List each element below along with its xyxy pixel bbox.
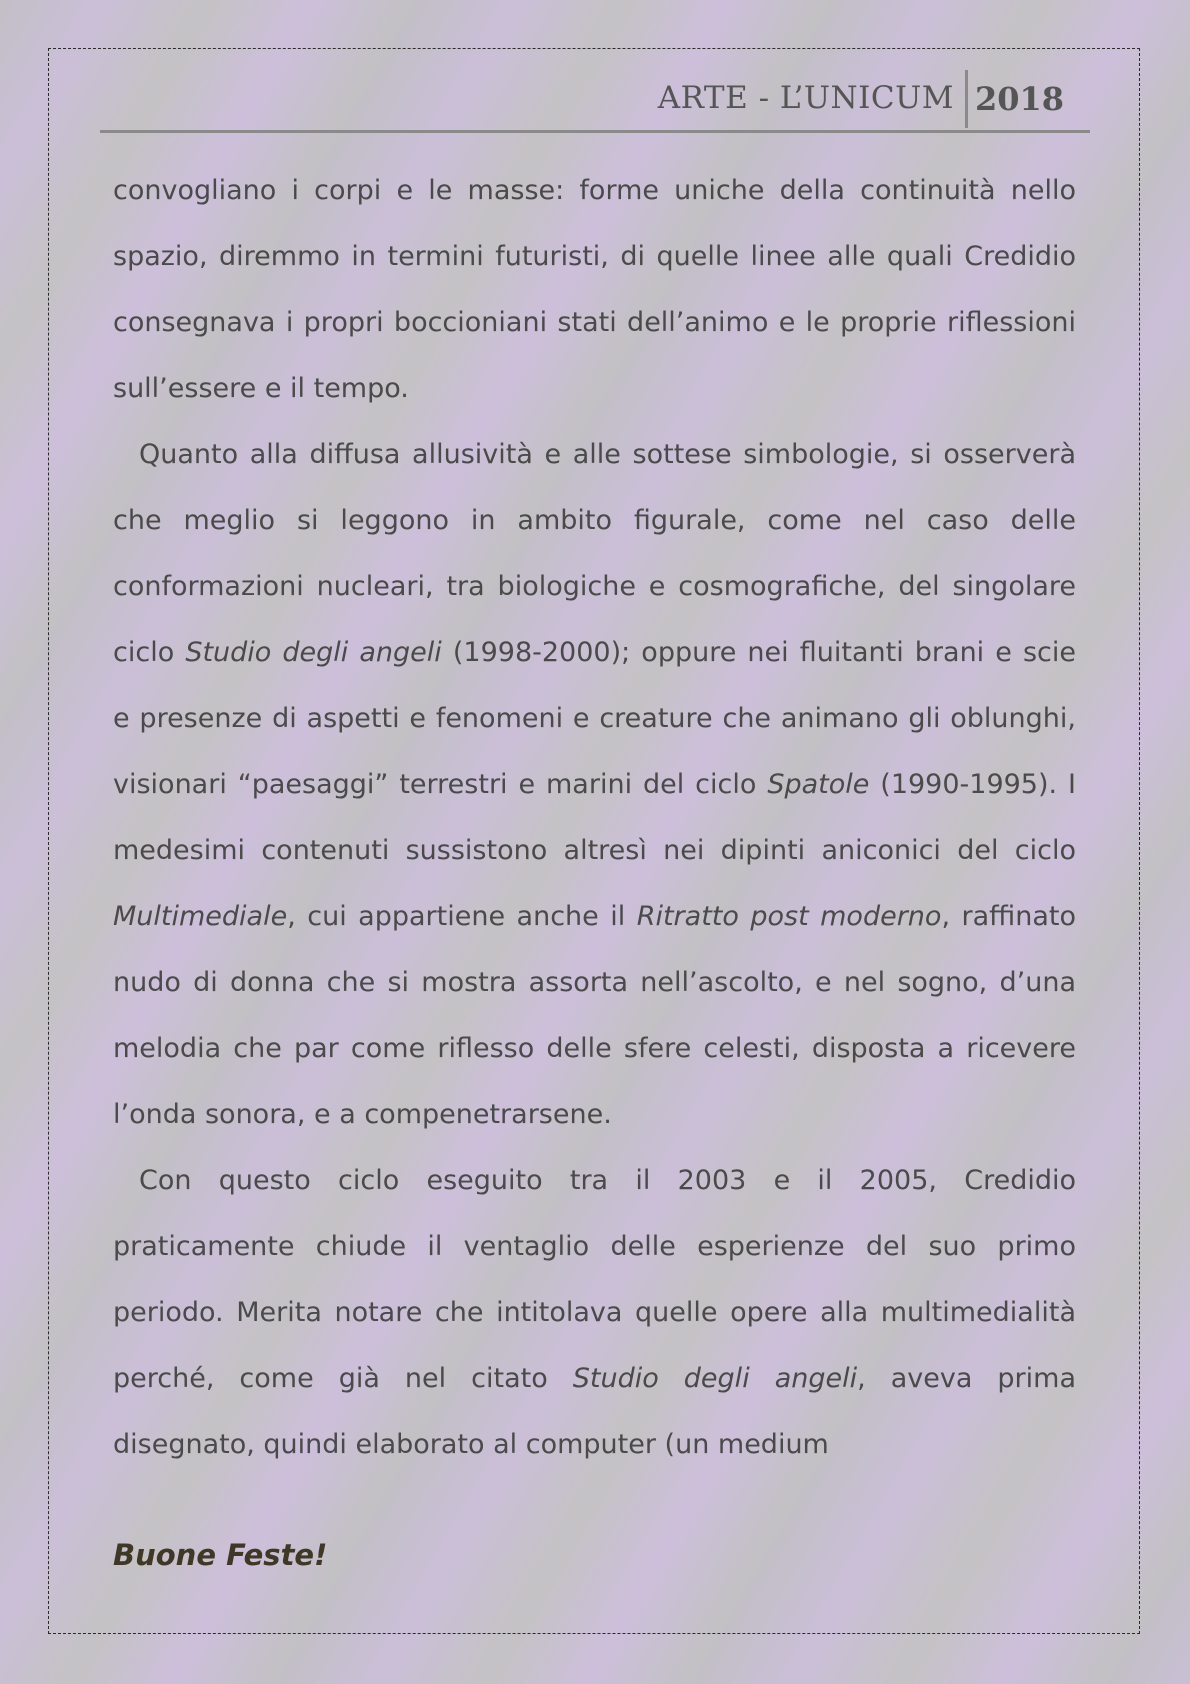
page-header: [100, 70, 1090, 133]
text-run: convogliano i corpi e le masse: forme uniche della continuità nello spazio, diremmo in termini futuristi, di quelle linee alle quali Credidio consegnava i propri boccioniani stati dell’animo e le proprie riflessioni sull’essere e il tempo.: [113, 175, 1076, 404]
paragraph: [113, 158, 1076, 422]
italic-title: Ritratto post moderno: [636, 901, 942, 932]
article-body: [113, 158, 1076, 1478]
header-year: 2018: [974, 80, 1064, 118]
header-separator: [965, 70, 968, 128]
paragraph: [113, 1148, 1076, 1478]
text-run: , cui appartiene anche il: [287, 901, 637, 932]
text-run: Con questo ciclo eseguito tra il 2003 e il 2005, Credidio praticamente chiude il ventaglio delle esperienze del suo primo periodo. Merita notare che intitolava quelle opere alla multimedialità perché, come già nel citato: [113, 1165, 1076, 1394]
text-run: Quanto alla diffusa allusività e alle sottese simbologie, si osserverà che meglio si leggono in ambito figurale, come nel caso delle conformazioni nucleari, tra biologiche e cosmografiche, del singolare ciclo: [113, 439, 1076, 668]
footer-greeting: Buone Feste!: [113, 1538, 328, 1572]
text-run: (1990-1995). I medesimi contenuti sussistono altresì nei dipinti aniconici del ciclo: [113, 769, 1076, 866]
text-run: , raffinato nudo di donna che si mostra assorta nell’ascolto, e nel sogno, d’una melodia che par come riflesso delle sfere celesti, disposta a ricevere l’onda sonora, e a compenetrarsene.: [113, 901, 1076, 1130]
italic-title: Spatole: [767, 769, 870, 800]
italic-title: Studio degli angeli: [185, 637, 442, 668]
text-run: (1998-2000); oppure nei fluitanti brani e scie e presenze di aspetti e fenomeni e creature che animano gli oblunghi, visionari “paesaggi” terrestri e marini del ciclo: [113, 637, 1077, 800]
header-title: ARTE - L’UNICUM: [657, 80, 954, 116]
italic-title: Studio degli angeli: [572, 1363, 858, 1394]
paragraph: [113, 422, 1076, 1148]
italic-title: Multimediale: [113, 901, 288, 932]
text-run: , aveva prima disegnato, quindi elaborato al computer (un medium: [113, 1363, 1076, 1460]
